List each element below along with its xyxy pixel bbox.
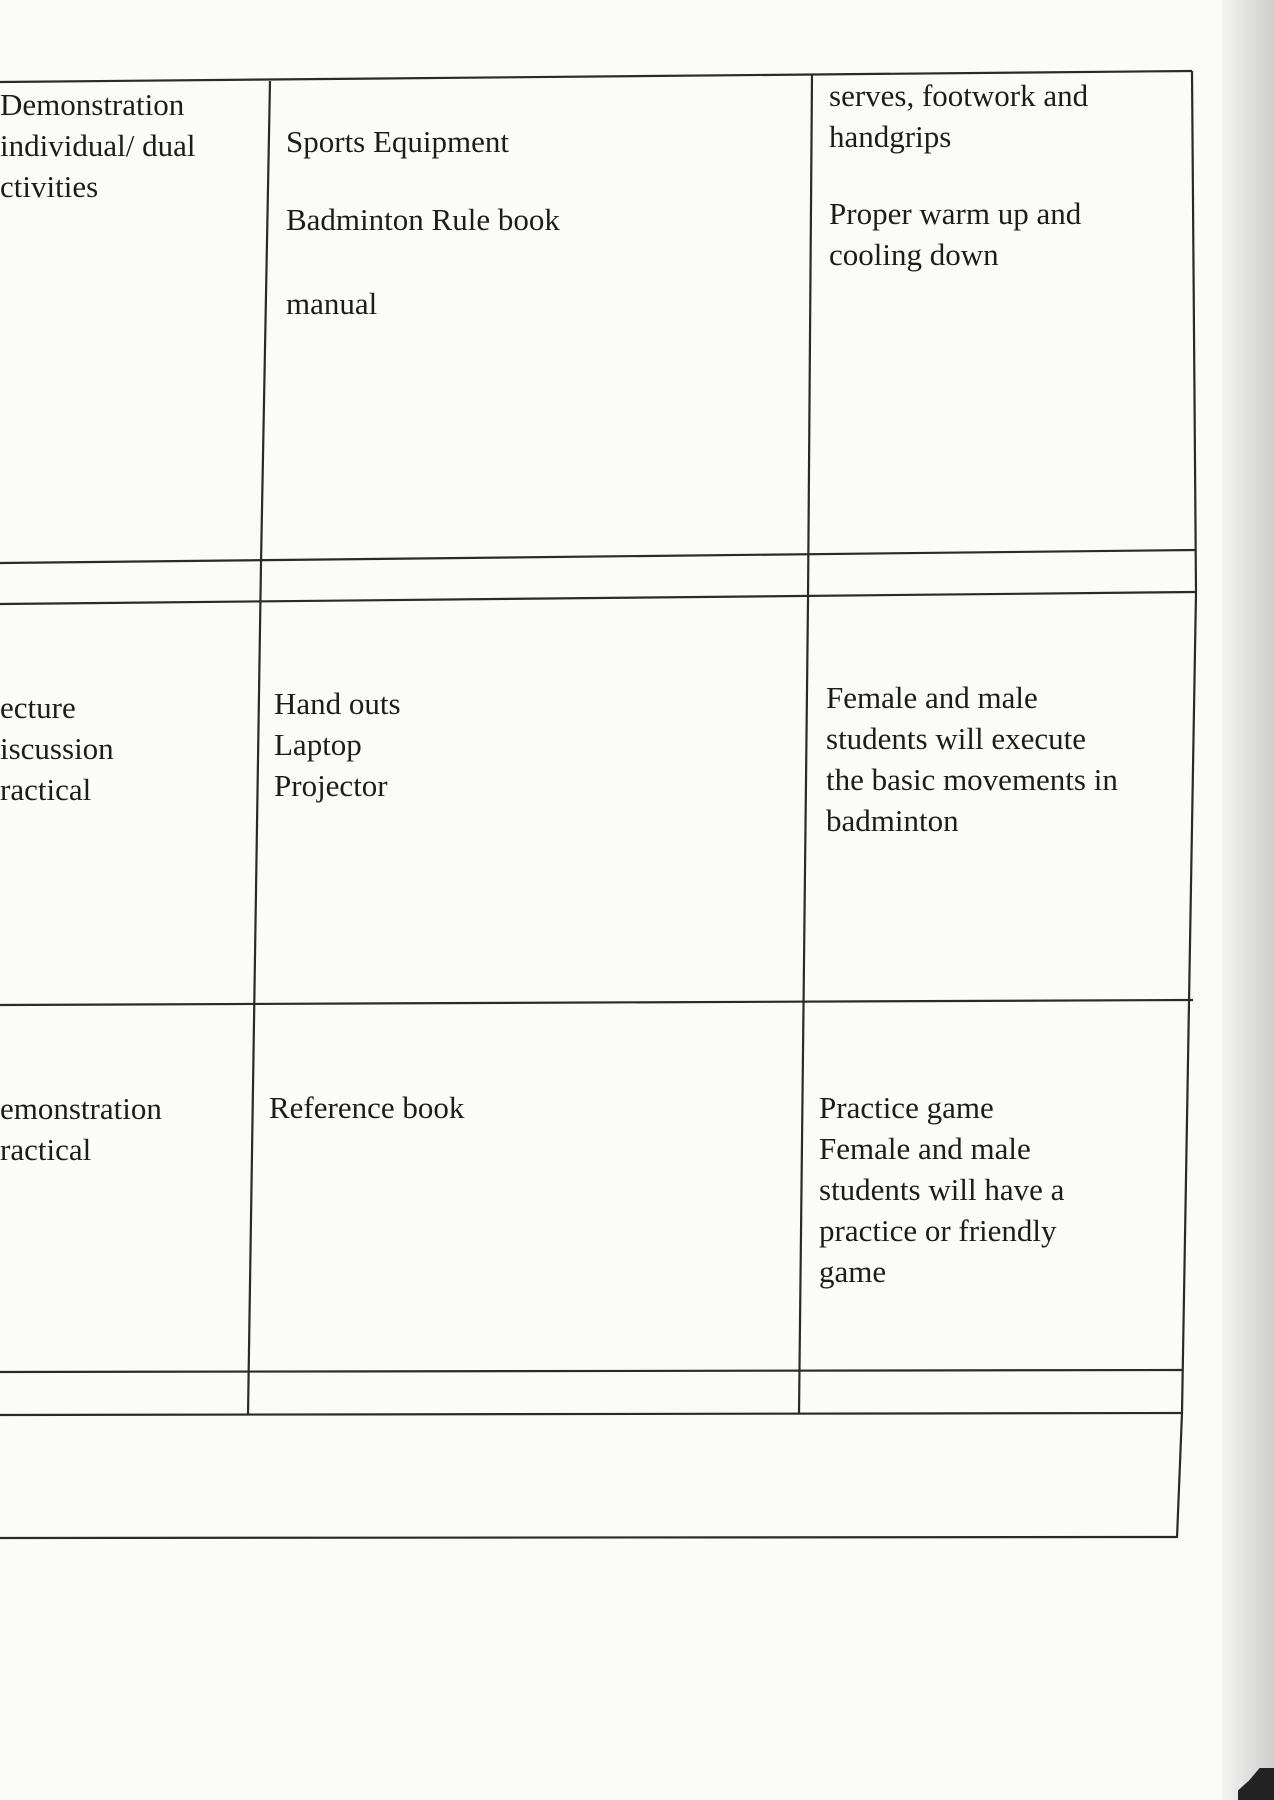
column-2-divider-a <box>808 75 812 600</box>
table-bottom-border <box>0 1537 1177 1538</box>
spacer-row-2-bottom-line <box>0 1413 1182 1415</box>
spacer-row-1-bottom-line <box>0 592 1196 604</box>
row-2-bottom-line <box>0 1000 1193 1005</box>
row-3-outcome: Practice game Female and male students will have a practice or friendly game <box>819 1090 1065 1289</box>
table-right-border-a <box>1192 71 1196 592</box>
table-right-border-c <box>1177 1413 1182 1538</box>
table-right-border-b <box>1182 592 1196 1413</box>
row-2-method: ecture iscussion ractical <box>0 690 114 807</box>
column-2-divider-b <box>799 600 808 1414</box>
row-1-material-3: manual <box>286 286 378 321</box>
row-1-material-2: Badminton Rule book <box>286 202 560 237</box>
column-1-divider-b <box>248 563 261 1415</box>
row-2-outcome: Female and male students will execute the basic movements in badminton <box>826 680 1118 838</box>
row-3-bottom-line <box>0 1370 1182 1372</box>
row-3-method: emonstration ractical <box>0 1091 162 1167</box>
row-1-method: Demonstration individual/ dual ctivities <box>0 87 196 204</box>
row-1-material-1: Sports Equipment <box>286 124 510 159</box>
column-1-divider-a <box>261 81 270 563</box>
row-1-bottom-line <box>0 550 1196 563</box>
row-1-outcome-1: serves, footwork and handgrips <box>829 78 1089 154</box>
row-3-materials: Reference book <box>269 1090 465 1125</box>
row-2-materials: Hand outs Laptop Projector <box>274 686 401 803</box>
row-1-outcome-2: Proper warm up and cooling down <box>829 196 1082 272</box>
